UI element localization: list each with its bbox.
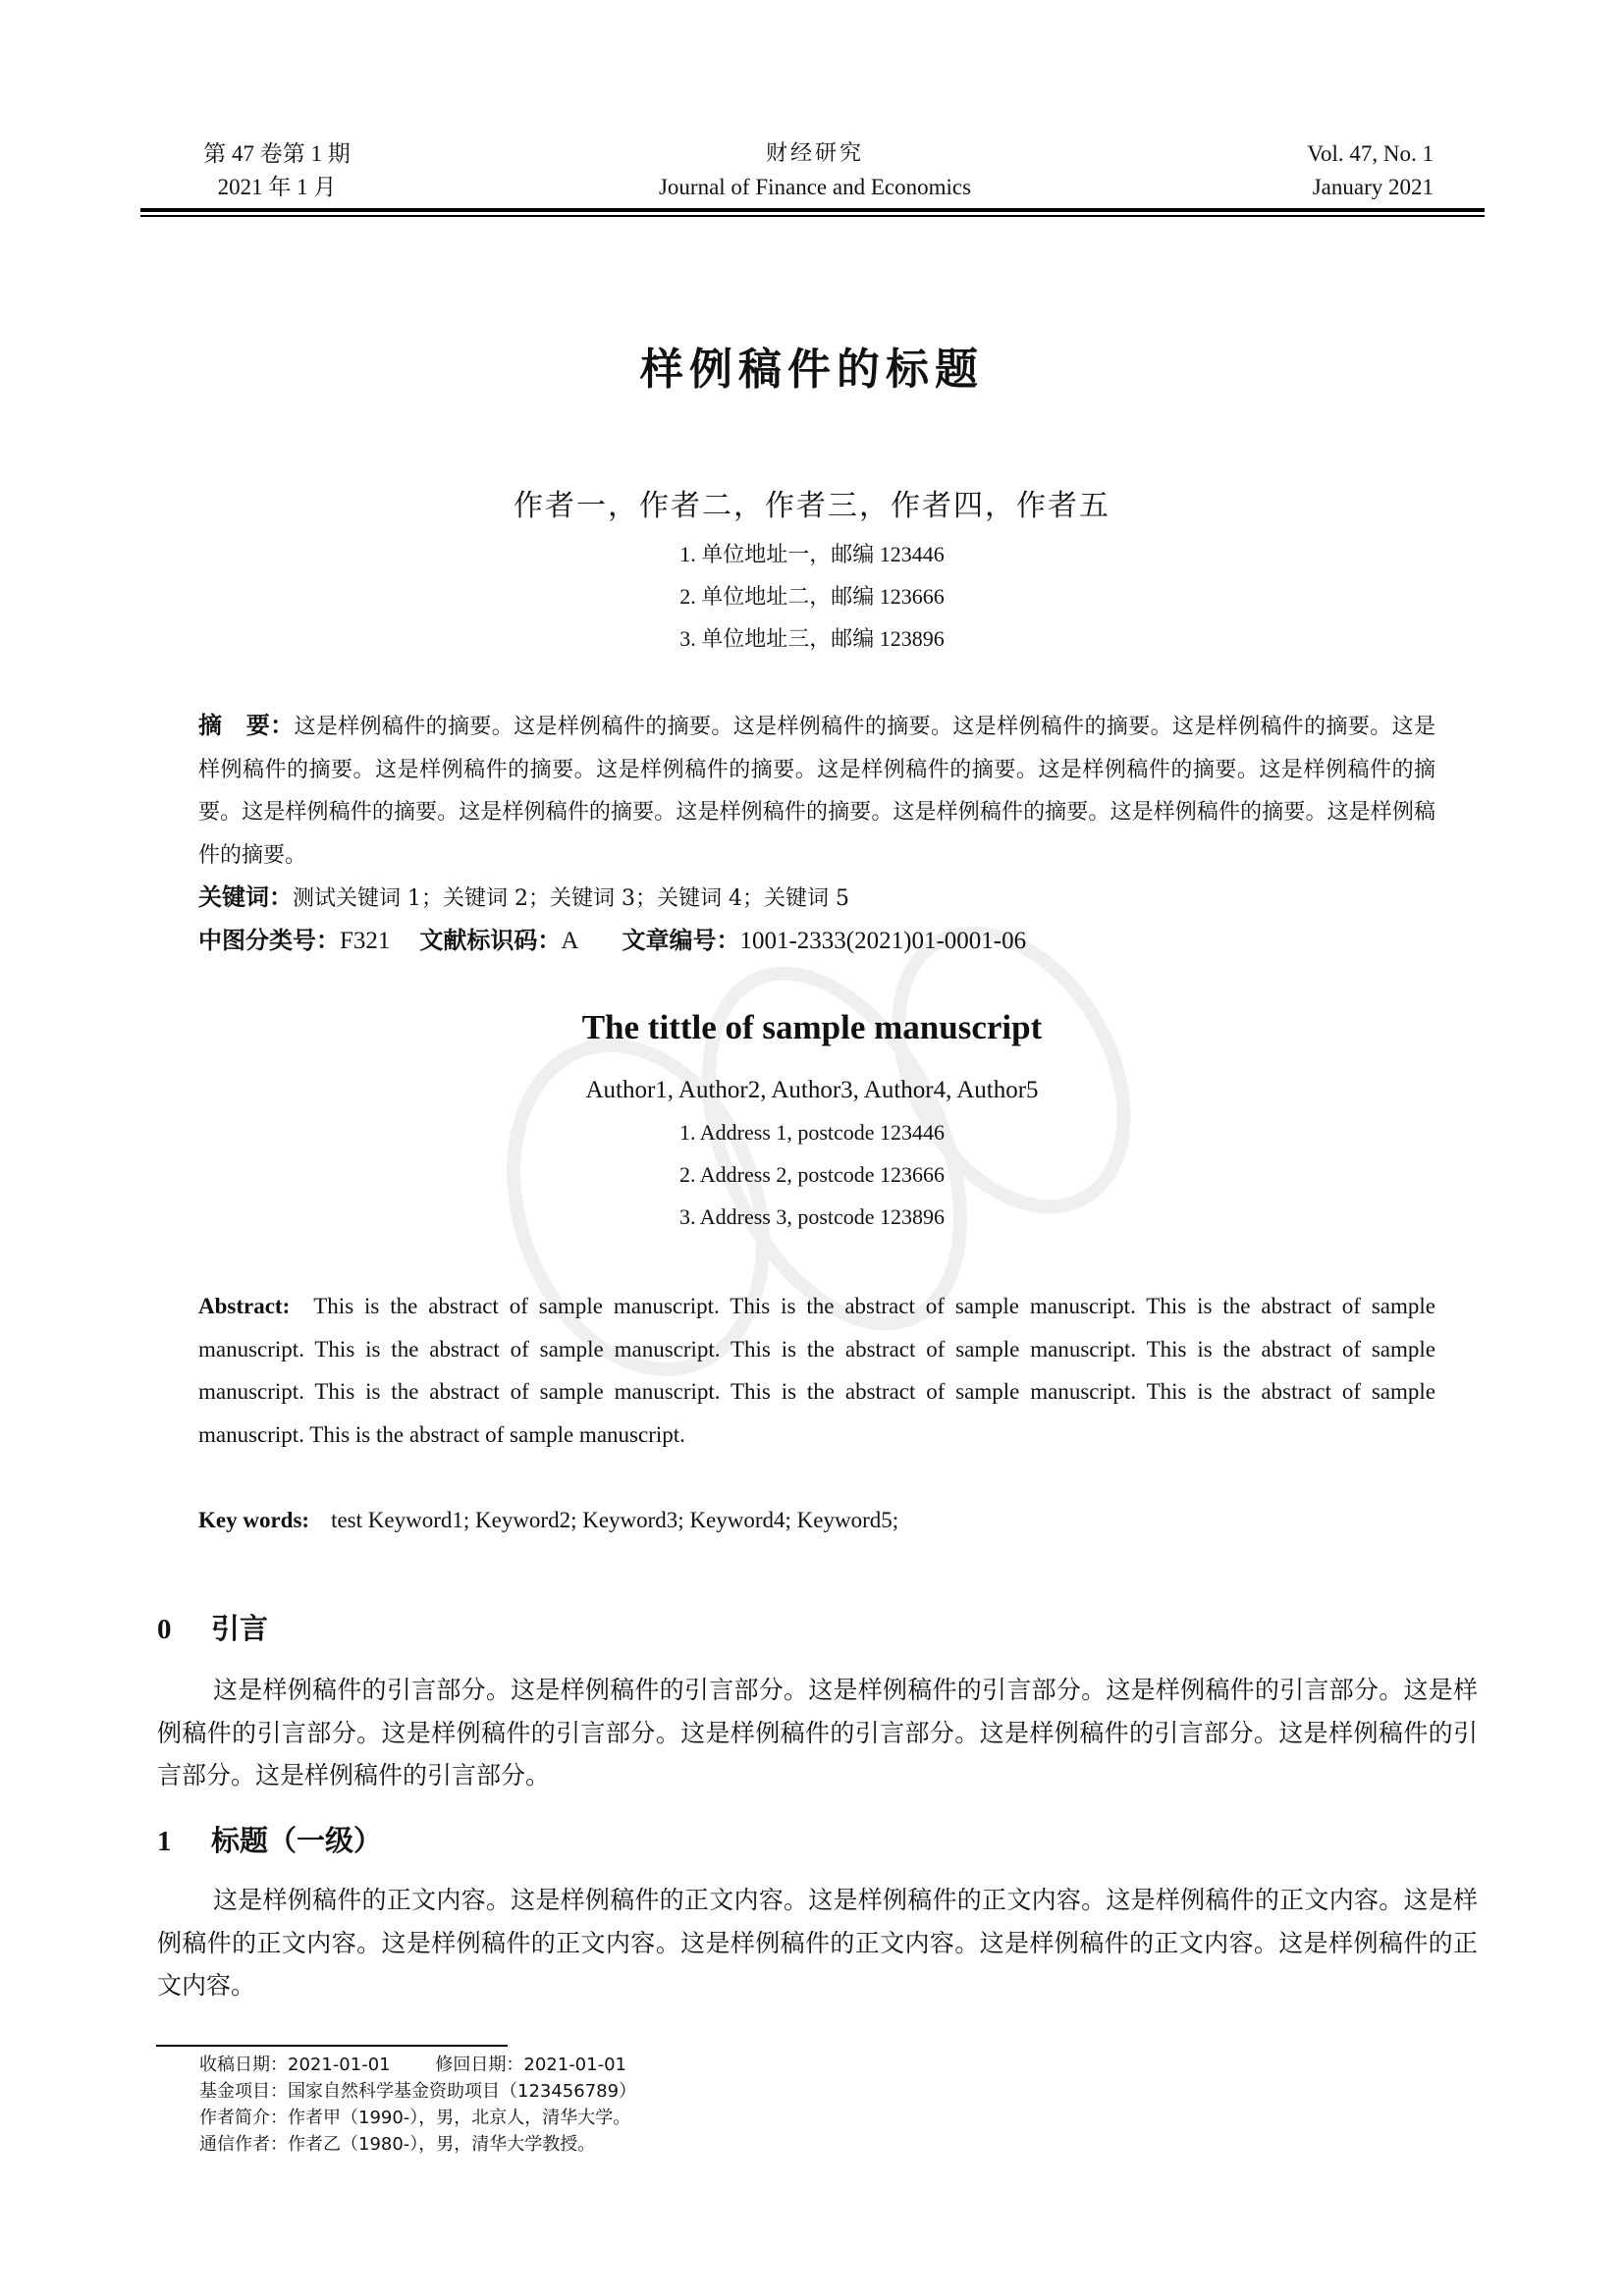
doc-code-label: 文献标识码： [419,927,562,954]
abstract-cn-label: 摘 要： [198,712,295,739]
footnote-received: 收稿日期：2021-01-01 修回日期：2021-01-01 [199,2055,626,2075]
affiliation-en-2: 2. Address 2, postcode 123666 [678,1162,946,1187]
authors-en: Author1, Author2, Author3, Author4, Author5 [585,1077,1039,1103]
section-title-1: 标题（一级） [211,1824,383,1857]
abstract-en [198,1285,1435,1456]
abstract-cn [198,705,1435,877]
keywords-cn [198,877,1435,921]
section-number-1: 1 [157,1826,172,1857]
footnote-fund: 基金项目：国家自然科学基金资助项目（123456789） [199,2081,637,2102]
affiliation-cn-1: 1. 单位地址一，邮编 123446 [679,542,945,566]
header-right [1267,137,1434,204]
authors-cn: 作者一，作者二，作者三，作者四，作者五 [514,489,1110,523]
section-title-0: 引言 [211,1612,269,1645]
footnotes [199,2052,636,2158]
journal-name-cn: 财经研究 [765,141,864,166]
header-left [193,137,360,204]
title-cn: 样例稿件的标题 [640,345,984,395]
clc-value: F321 [340,928,391,954]
footnote-corresponding: 通信作者：作者乙（1980-），男，清华大学教授。 [199,2134,596,2155]
section-text-1: 这是样例稿件的正文内容。这是样例稿件的正文内容。这是样例稿件的正文内容。这是样例稿件的正文内容。这是样例稿件的正文内容。这是样例稿件的正文内容。这是样例稿件的正文内容。这是样例稿件的正文内容。这是样例稿件的正文内容。 [157,1886,1478,2000]
header-rule-thin [140,215,1485,217]
abstract-cn-text: 这是样例稿件的摘要。这是样例稿件的摘要。这是样例稿件的摘要。这是样例稿件的摘要。这是样例稿件的摘要。这是样例稿件的摘要。这是样例稿件的摘要。这是样例稿件的摘要。这是样例稿件的摘要。这是样例稿件的摘要。这是样例稿件的摘要。这是样例稿件的摘要。这是样例稿件的摘要。这是样例稿件的摘要。这是样例稿件的摘要。这是样例稿件的摘要。这是样例稿件的摘要。 [198,715,1435,868]
journal-name-en: Journal of Finance and Economics [658,175,972,199]
header-center [550,137,1080,204]
footnote-rule [156,2045,508,2047]
header-rule-thick [140,208,1485,212]
article-no-label: 文章编号： [622,927,740,954]
section-heading-0 [157,1607,268,1647]
keywords-en-label: Key words: [198,1508,310,1532]
article-no-value: 1001-2333(2021)01-0001-06 [739,928,1027,954]
keywords-cn-label: 关键词： [198,883,293,911]
keywords-en-text: test Keyword1; Keyword2; Keyword3; Keyword4; Keyword5; [331,1508,899,1532]
volume-issue-cn: 第 47 卷第 1 期 [203,141,351,166]
title-en: The tittle of sample manuscript [581,1008,1043,1046]
date-cn: 2021 年 1 月 [217,175,337,199]
doc-code-value: A [561,928,579,954]
date-en: January 2021 [1312,175,1434,199]
keywords-en [198,1499,1435,1542]
abstract-en-label: Abstract: [198,1294,291,1318]
section-number-0: 0 [157,1614,172,1645]
section-heading-1 [157,1819,382,1859]
section-text-0: 这是样例稿件的引言部分。这是样例稿件的引言部分。这是样例稿件的引言部分。这是样例稿件的引言部分。这是样例稿件的引言部分。这是样例稿件的引言部分。这是样例稿件的引言部分。这是样例稿件的引言部分。这是样例稿件的引言部分。这是样例稿件的引言部分。 [157,1676,1478,1789]
clc-label: 中图分类号： [198,927,340,954]
affiliation-en-1: 1. Address 1, postcode 123446 [678,1120,946,1145]
keywords-cn-text: 测试关键词 1；关键词 2；关键词 3；关键词 4；关键词 5 [293,886,849,911]
footnote-author-bio: 作者简介：作者甲（1990-），男，北京人，清华大学。 [199,2108,631,2128]
classification-line [198,920,1435,963]
affiliation-cn-2: 2. 单位地址二，邮编 123666 [679,584,945,609]
abstract-en-text: This is the abstract of sample manuscript. This is the abstract of sample manuscript. This is the abstract of sample manuscript. This is the abstract of sample manuscript. This is the abstract of sample manuscript. This is the abstract of sample manuscript. This is the abstract of sample manuscript. This is the abstract of sample manuscript. This is the abstract of sample manuscript. This is the abstract of sample manuscript. [198,1294,1435,1447]
affiliation-cn-3: 3. 单位地址三，邮编 123896 [679,626,945,651]
volume-issue-en: Vol. 47, No. 1 [1307,141,1434,166]
affiliation-en-3: 3. Address 3, postcode 123896 [678,1204,946,1229]
